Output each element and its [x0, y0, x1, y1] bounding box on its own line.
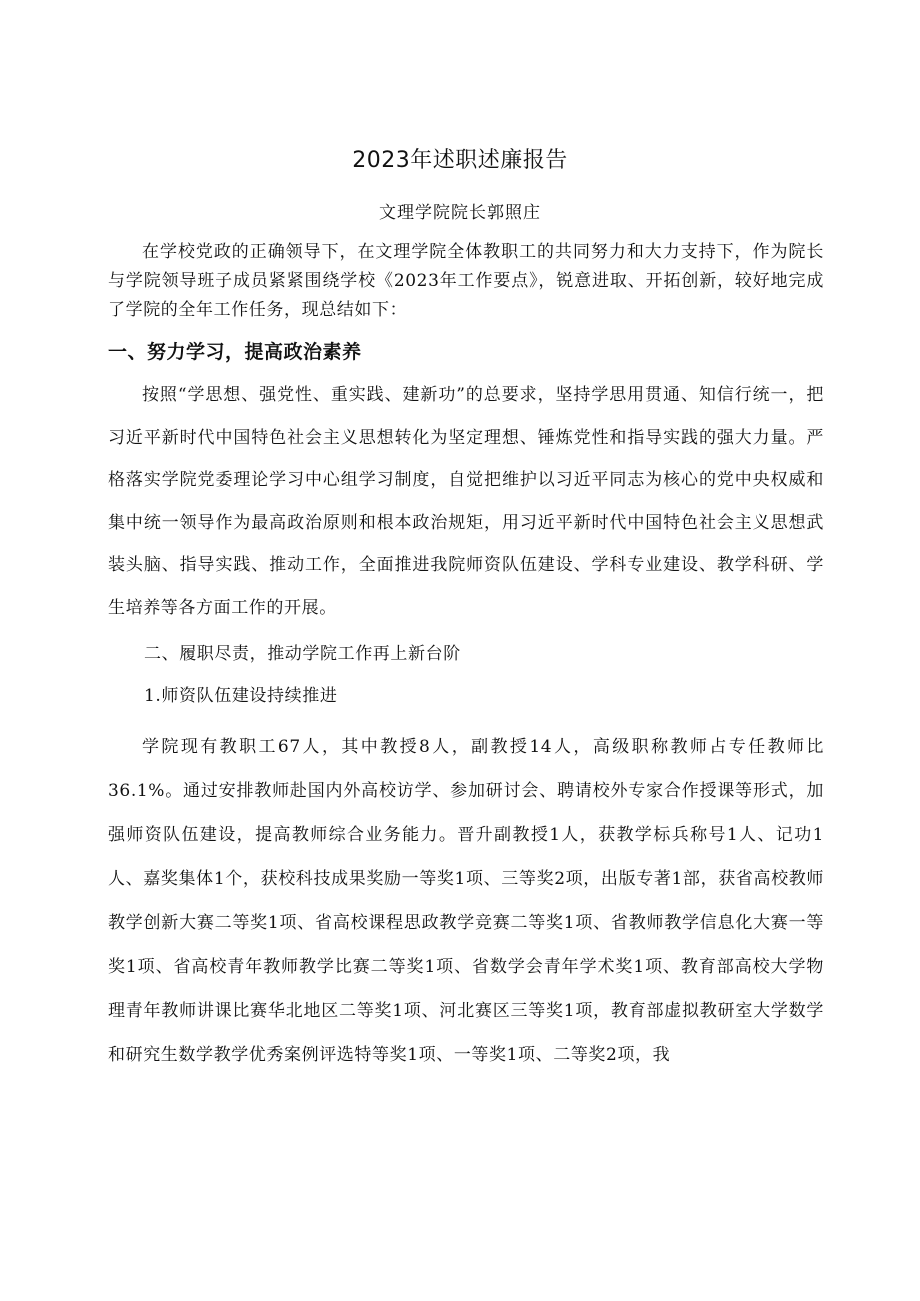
section-heading-2: 二、履职尽责，推动学院工作再上新台阶	[144, 644, 461, 664]
author-line: 文理学院院长郭照庄	[379, 203, 541, 223]
section-heading-1: 一、努力学习，提高政治素养	[108, 341, 362, 363]
section-1-paragraph: 按照“学思想、强党性、重实践、建新功”的总要求，坚持学思用贯通、知信行统一，把习近平新时代中国特色社会主义思想转化为坚定理想、锤炼党性和指导实践的强大力量。严格落实学院党委理论学习中心组学习制度，自觉把维护以习近平同志为核心的党中央权威和集中统一领导作为最高政治原则和根本政治规矩，用习近平新时代中国特色社会主义思想武装头脑、指导实践、推动工作，全面推进我院师资队伍建设、学科专业建设、教学科研、学生培养等各方面工作的开展。	[108, 385, 824, 618]
subsection-heading-1: 1.师资队伍建设持续推进	[144, 686, 338, 706]
subsection-1-paragraph: 学院现有教职工67人，其中教授8人，副教授14人，高级职称教师占专任教师比36.1%。通过安排教师赴国内外高校访学、参加研讨会、聘请校外专家合作授课等形式，加强师资队伍建设，提高教师综合业务能力。晋升副教授1人，获教学标兵称号1人、记功1人、嘉奖集体1个，获校科技成果奖励一等奖1项、三等奖2项，出版专著1部，获省高校教师教学创新大赛二等奖1项、省高校课程思政教学竞赛二等奖1项、省教师教学信息化大赛一等奖1项、省高校青年教师教学比赛二等奖1项、省数学会青年学术奖1项、教育部高校大学物理青年教师讲课比赛华北地区二等奖1项、河北赛区三等奖1项，教育部虚拟教研室大学数学和研究生数学教学优秀案例评选特等奖1项、一等奖1项、二等奖2项，我	[108, 737, 824, 1065]
intro-paragraph: 在学校党政的正确领导下，在文理学院全体教职工的共同努力和大力支持下，作为院长与学院领导班子成员紧紧围绕学校《2023年工作要点》，锐意进取、开拓创新，较好地完成了学院的全年工作任务，现总结如下：	[108, 242, 824, 320]
document-title: 2023年述职述廉报告	[352, 148, 568, 173]
